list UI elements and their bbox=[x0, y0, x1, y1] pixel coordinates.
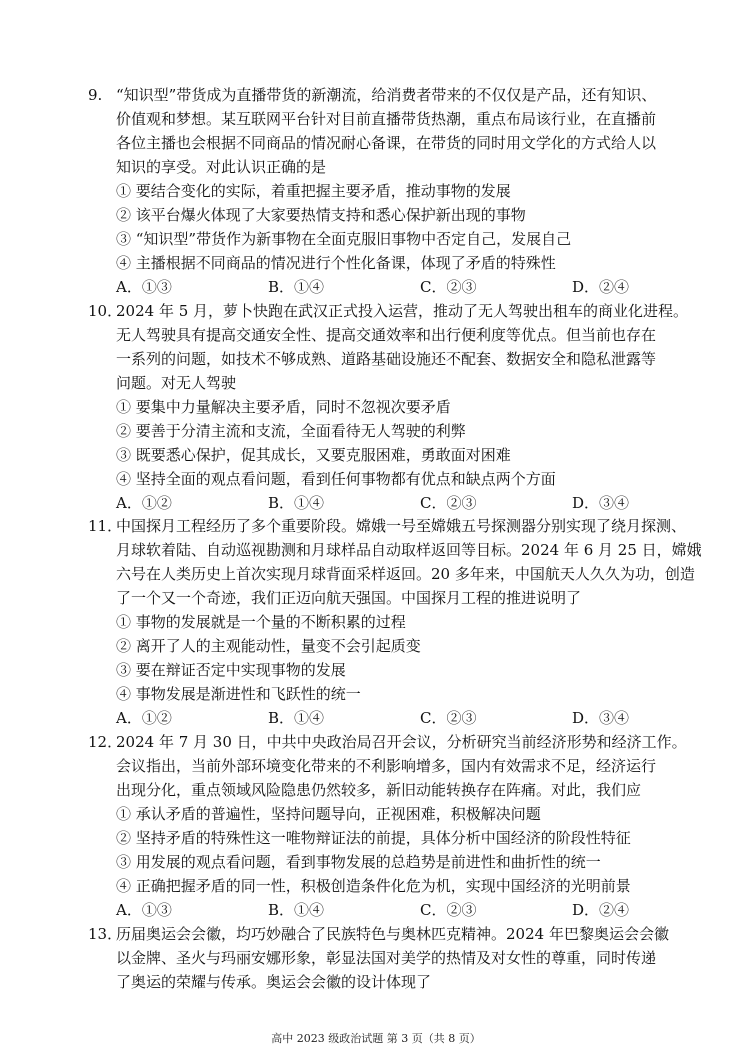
question-9 bbox=[88, 83, 708, 299]
question-number: 9. bbox=[88, 86, 103, 104]
statement-2: ② 坚持矛盾的特殊性这一唯物辩证法的前提，具体分析中国经济的阶段性特征 bbox=[116, 829, 631, 847]
statement-4: ④ 坚持全面的观点看问题，看到任何事物都有优点和缺点两个方面 bbox=[116, 470, 556, 488]
question-stem-line: 10．2024 年 5 月，萝卜快跑在武汉正式投入运营，推动了无人驾驶出租车的商业化进程。 bbox=[88, 299, 708, 323]
question-stem-line: 知识的享受。对此认识正确的是 bbox=[116, 158, 327, 176]
question-stem-line: 12．2024 年 7 月 30 日，中共中央政治局召开会议，分析研究当前经济形势和经济工作。 bbox=[88, 730, 708, 754]
statement-1: ① 要结合变化的实际，着重把握主要矛盾，推动事物的发展 bbox=[116, 182, 511, 200]
option-d: D．②④ bbox=[572, 278, 630, 296]
option-a: A．①② bbox=[116, 494, 172, 512]
option-c: C．②③ bbox=[420, 709, 477, 727]
question-stem-line: 了一个又一个奇迹，我们正迈向航天强国。中国探月工程的推进说明了 bbox=[116, 589, 582, 607]
answer-options bbox=[88, 491, 708, 515]
option-b: B．①④ bbox=[268, 278, 325, 296]
question-stem-line: 以金牌、圣火与玛丽安娜形象，彰显法国对美学的热情及对女性的尊重，同时传递 bbox=[116, 949, 657, 967]
question-11 bbox=[88, 514, 708, 730]
statement-4: ④ 主播根据不同商品的情况进行个性化备课，体现了矛盾的特殊性 bbox=[116, 254, 556, 272]
question-stem-line: 各位主播也会根据不同商品的情况耐心备课，在带货的同时用文学化的方式给人以 bbox=[116, 134, 657, 152]
statement-1: ① 事物的发展就是一个量的不断积累的过程 bbox=[116, 613, 406, 631]
statement-4: ④ 正确把握矛盾的同一性，积极创造条件化危为机，实现中国经济的光明前景 bbox=[116, 877, 631, 895]
statement-4: ④ 事物发展是渐进性和飞跃性的统一 bbox=[116, 685, 361, 703]
option-a: A．①③ bbox=[116, 278, 172, 296]
option-d: D．③④ bbox=[572, 494, 630, 512]
question-stem-line: 月球软着陆、自动巡视勘测和月球样品自动取样返回等目标。2024 年 6 月 25 日，嫦娥 bbox=[116, 541, 702, 559]
question-stem-line: 一系列的问题，如技术不够成熟、道路基础设施还不配套、数据安全和隐私泄露等 bbox=[116, 350, 657, 368]
option-c: C．②③ bbox=[420, 901, 477, 919]
statement-1: ① 要集中力量解决主要矛盾，同时不忽视次要矛盾 bbox=[116, 398, 451, 416]
page-footer: 高中 2023 级政治试题 第 3 页（共 8 页） bbox=[271, 1032, 481, 1045]
option-c: C．②③ bbox=[420, 278, 477, 296]
question-number: 12． bbox=[88, 733, 123, 751]
question-stem-line: 出现分化，重点领域风险隐患仍然较多，新旧动能转换存在阵痛。对此，我们应 bbox=[116, 781, 642, 799]
question-10 bbox=[88, 299, 708, 515]
question-number: 13． bbox=[88, 925, 123, 943]
question-stem-line: 会议指出，当前外部环境变化带来的不利影响增多，国内有效需求不足，经济运行 bbox=[116, 757, 657, 775]
option-b: B．①④ bbox=[268, 901, 325, 919]
option-a: A．①② bbox=[116, 709, 172, 727]
question-stem-line: 六号在人类历史上首次实现月球背面采样返回。20 多年来，中国航天人久久为功，创造 bbox=[116, 565, 695, 583]
option-d: D．③④ bbox=[572, 709, 630, 727]
question-stem-line: 11．中国探月工程经历了多个重要阶段。嫦娥一号至嫦娥五号探测器分别实现了绕月探测、 bbox=[88, 514, 708, 538]
statement-3: ③ 用发展的观点看问题，看到事物发展的总趋势是前进性和曲折性的统一 bbox=[116, 853, 601, 871]
question-stem-line: 13．历届奥运会会徽，均巧妙融合了民族特色与奥林匹克精神。2024 年巴黎奥运会会徽 bbox=[88, 922, 708, 946]
option-a: A．①③ bbox=[116, 901, 172, 919]
answer-options bbox=[88, 275, 708, 299]
option-c: C．②③ bbox=[420, 494, 477, 512]
statement-1: ① 承认矛盾的普遍性，坚持问题导向，正视困难，积极解决问题 bbox=[116, 805, 541, 823]
answer-options bbox=[88, 706, 708, 730]
option-b: B．①④ bbox=[268, 494, 325, 512]
option-d: D．②④ bbox=[572, 901, 630, 919]
question-stem-line: 无人驾驶具有提高交通安全性、提高交通效率和出行便利度等优点。但当前也存在 bbox=[116, 326, 657, 344]
answer-options bbox=[88, 898, 708, 922]
question-12 bbox=[88, 730, 708, 922]
statement-2: ② 要善于分清主流和支流，全面看待无人驾驶的利弊 bbox=[116, 422, 466, 440]
question-stem-line: 9. “知识型”带货成为直播带货的新潮流，给消费者带来的不仅仅是产品，还有知识、 bbox=[88, 83, 708, 107]
statement-3: ③ 要在辩证否定中实现事物的发展 bbox=[116, 661, 346, 679]
question-13 bbox=[88, 922, 708, 994]
question-stem-line: 了奥运的荣耀与传承。奥运会会徽的设计体现了 bbox=[116, 973, 432, 991]
question-stem-line: 价值观和梦想。某互联网平台针对目前直播带货热潮，重点布局该行业，在直播前 bbox=[116, 110, 657, 128]
question-number: 11． bbox=[88, 517, 123, 535]
statement-3: ③ 既要悉心保护，促其成长，又要克服困难，勇敢面对困难 bbox=[116, 446, 511, 464]
statement-2: ② 离开了人的主观能动性，量变不会引起质变 bbox=[116, 637, 421, 655]
question-stem-line: 问题。对无人驾驶 bbox=[116, 374, 237, 392]
option-b: B．①④ bbox=[268, 709, 325, 727]
question-number: 10． bbox=[88, 302, 123, 320]
statement-2: ② 该平台爆火体现了大家要热情支持和悉心保护新出现的事物 bbox=[116, 206, 526, 224]
statement-3: ③ “知识型”带货作为新事物在全面克服旧事物中否定自己，发展自己 bbox=[116, 230, 572, 248]
